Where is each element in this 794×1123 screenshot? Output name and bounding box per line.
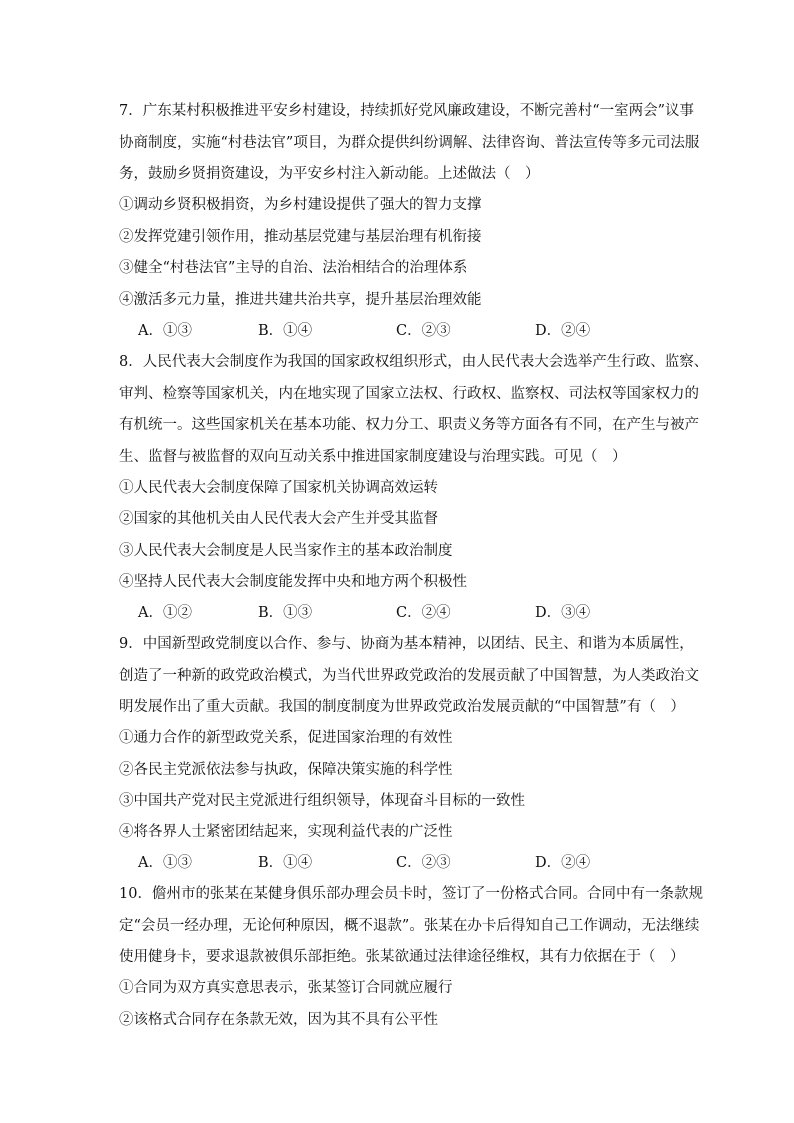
option-statement: ③人民代表大会制度是人民当家作主的基本政治制度 — [119, 543, 453, 559]
choice-c: C．②③ — [396, 855, 451, 871]
question-stem-line: 协商制度，实施“村巷法官”项目，为群众提供纠纷调解、法律咨询、普法宣传等多元司法服 — [119, 135, 700, 151]
choice-b: B．①④ — [258, 855, 313, 871]
option-statement: ③健全“村巷法官”主导的自治、法治相结合的治理体系 — [119, 260, 468, 276]
question-stem-line: 9．中国新型政党制度以合作、参与、协商为基本精神，以团结、民主、和谐为本质属性， — [119, 636, 694, 652]
choice-a: A．①② — [138, 605, 192, 621]
option-statement: ②发挥党建引领作用，推动基层党建与基层治理有机衔接 — [119, 229, 482, 245]
option-statement: ②该格式合同存在条款无效，因为其不具有公平性 — [119, 1012, 438, 1028]
option-statement: ②国家的其他机关由人民代表大会产生并受其监督 — [119, 511, 438, 527]
question-stem-line: 明发展作出了重大贡献。我国的制度制度为世界政党政治发展贡献的“中国智慧”有（ ） — [119, 699, 685, 715]
choice-b: B．①④ — [258, 323, 313, 339]
question-stem-line: 10．儋州市的张某在某健身俱乐部办理会员卡时，签订了一份格式合同。合同中有一条款规 — [119, 886, 703, 902]
question-stem-line: 7．广东某村积极推进平安乡村建设，持续抓好党风廉政建设，不断完善村“一室两会”议事 — [119, 103, 695, 119]
choice-c: C．②③ — [396, 323, 451, 339]
question-stem-line: 生、监督与被监督的双向互动关系中推进国家制度建设与治理实践。可见（ ） — [119, 449, 627, 465]
question-stem-line: 审判、检察等国家机关，内在地实现了国家立法权、行政权、监察权、司法权等国家权力的 — [119, 386, 699, 402]
choice-d: D．②④ — [535, 323, 591, 339]
question-stem-line: 务，鼓励乡贤捐资建设，为平安乡村注入新动能。上述做法（ ） — [119, 166, 540, 182]
option-statement: ④坚持人民代表大会制度能发挥中央和地方两个积极性 — [119, 574, 467, 590]
question-stem-line: 有机统一。这些国家机关在基本功能、权力分工、职责义务等方面各有不同，在产生与被产 — [119, 417, 699, 433]
option-statement: ①调动乡贤积极捐资，为乡村建设提供了强大的智力支撑 — [119, 197, 482, 213]
option-statement: ①合同为双方真实意思表示，张某签订合同就应履行 — [119, 980, 453, 996]
question-stem-line: 定“会员一经办理，无论何种原因，概不退款”。张某在办卡后得知自己工作调动，无法继续 — [119, 918, 700, 934]
choice-a: A．①③ — [138, 323, 192, 339]
choice-b: B．①③ — [258, 605, 313, 621]
question-stem-line: 使用健身卡，要求退款被俱乐部拒绝。张某欲通过法律途径维权，其有力依据在于（ ） — [119, 949, 685, 965]
question-stem-line: 创造了一种新的政党政治模式，为当代世界政党政治的发展贡献了中国智慧，为人类政治文 — [119, 668, 699, 684]
choice-c: C．②④ — [396, 605, 451, 621]
option-statement: ④将各界人士紧密团结起来，实现利益代表的广泛性 — [119, 824, 453, 840]
question-stem-line: 8．人民代表大会制度作为我国的国家政权组织形式，由人民代表大会选举产生行政、监察、 — [119, 354, 709, 370]
option-statement: ④激活多元力量，推进共建共治共享，提升基层治理效能 — [119, 292, 482, 308]
choice-d: D．②④ — [535, 855, 591, 871]
option-statement: ②各民主党派依法参与执政，保障决策实施的科学性 — [119, 762, 453, 778]
option-statement: ①人民代表大会制度保障了国家机关协调高效运转 — [119, 480, 438, 496]
option-statement: ①通力合作的新型政党关系，促进国家治理的有效性 — [119, 730, 453, 746]
choice-a: A．①③ — [138, 855, 192, 871]
option-statement: ③中国共产党对民主党派进行组织领导，体现奋斗目标的一致性 — [119, 793, 525, 809]
choice-d: D．③④ — [535, 605, 591, 621]
